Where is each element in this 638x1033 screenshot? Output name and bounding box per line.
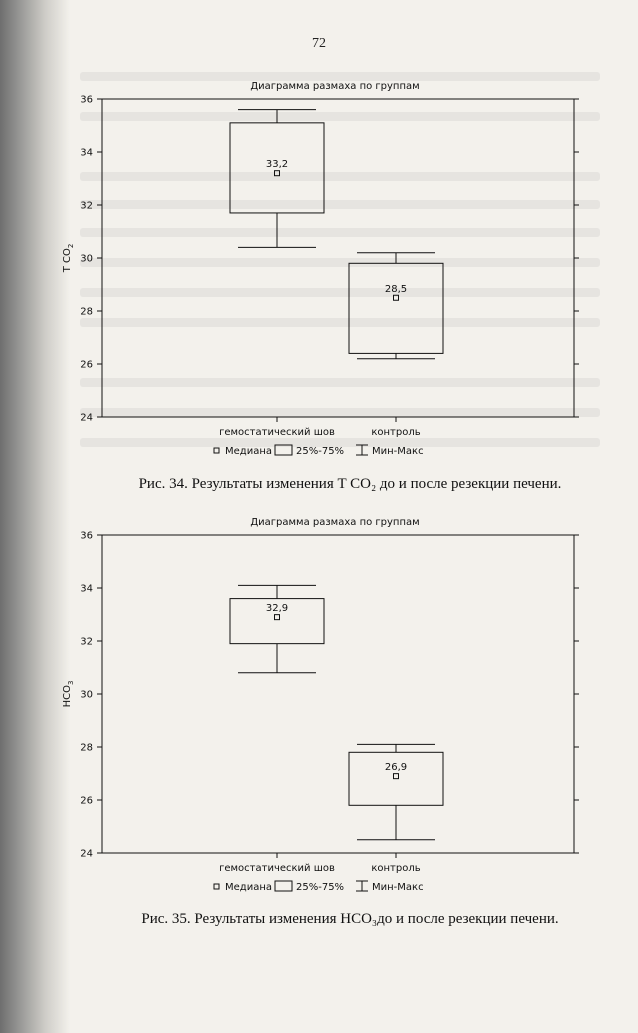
- median-marker: [394, 774, 399, 779]
- x-tick-label: гемостатический шов: [219, 427, 335, 438]
- y-tick-label: 36: [80, 94, 93, 106]
- y-tick-label: 26: [80, 359, 93, 371]
- figure-caption: Рис. 34. Результаты изменения T CO₂ до и после резекции печени.: [138, 476, 562, 492]
- legend-median-marker: [214, 884, 219, 889]
- median-label: 26,9: [384, 762, 408, 774]
- y-tick-label: 24: [80, 848, 93, 860]
- legend-median-label: Медиана: [225, 446, 272, 457]
- chart-hco3: [0, 508, 638, 903]
- y-tick-label: 32: [80, 636, 93, 648]
- y-tick-label: 24: [80, 412, 93, 424]
- x-tick-label: контроль: [371, 427, 421, 438]
- x-tick-label: гемостатический шов: [219, 863, 335, 874]
- legend: [214, 881, 424, 893]
- figure-caption: Рис. 35. Результаты изменения HCO₃до и после резекции печени.: [141, 911, 559, 927]
- median-label: 32,9: [265, 603, 289, 615]
- legend-range-marker: [356, 445, 368, 455]
- legend-median-marker: [214, 448, 219, 453]
- legend-iqr-label: 25%-75%: [296, 446, 345, 457]
- y-ticks: [80, 531, 579, 860]
- median-label: 33,2: [265, 159, 289, 171]
- median-marker: [275, 615, 280, 620]
- y-tick-label: 26: [80, 795, 93, 807]
- y-tick-label: 30: [80, 253, 93, 265]
- legend-range-label: Мин-Макс: [372, 882, 424, 893]
- y-tick-label: 30: [80, 689, 93, 701]
- legend-median-label: Медиана: [225, 882, 272, 893]
- legend: [214, 445, 424, 457]
- y-tick-label: 28: [80, 306, 93, 318]
- legend-range-marker: [356, 881, 368, 891]
- page-number: 72: [312, 36, 326, 51]
- chart-tco2: [0, 72, 638, 467]
- iqr-box: [349, 263, 443, 353]
- boxes: [230, 585, 443, 839]
- chart-title: Диаграмма размаха по группам: [250, 81, 420, 92]
- boxes: [230, 110, 443, 359]
- median-label: 28,5: [384, 283, 408, 295]
- y-tick-label: 32: [80, 200, 93, 212]
- plot-frame: [102, 99, 574, 417]
- plot-frame: [102, 535, 574, 853]
- legend-iqr-marker: [275, 445, 292, 455]
- chart-title: Диаграмма размаха по группам: [250, 517, 420, 528]
- y-tick-label: 34: [80, 583, 93, 595]
- median-marker: [394, 295, 399, 300]
- y-tick-label: 28: [80, 742, 93, 754]
- legend-range-label: Мин-Макс: [372, 446, 424, 457]
- x-tick-label: контроль: [371, 863, 421, 874]
- y-ticks: [80, 95, 579, 424]
- legend-iqr-marker: [275, 881, 292, 891]
- legend-iqr-label: 25%-75%: [296, 882, 345, 893]
- y-tick-label: 34: [80, 147, 93, 159]
- y-axis-label: $HCO_3$: [62, 680, 75, 708]
- y-axis-label: T $CO_2$: [62, 243, 75, 273]
- median-marker: [275, 171, 280, 176]
- y-tick-label: 36: [80, 530, 93, 542]
